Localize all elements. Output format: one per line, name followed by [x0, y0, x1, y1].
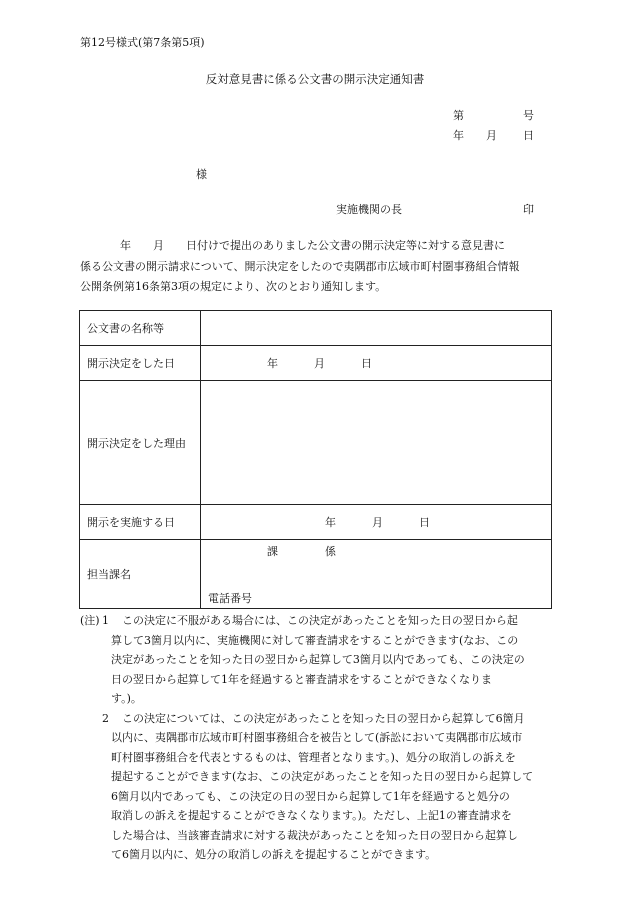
note-line: 決定があったことを知った日の翌日から起算して3箇月以内であっても、この決定の — [111, 653, 525, 666]
note-line: この決定に不服がある場合には、この決定があったことを知った日の翌日から起 — [122, 614, 518, 627]
header-date-day: 日 — [523, 129, 534, 142]
intro-paragraph — [80, 236, 560, 298]
form-number: 第12号様式(第7条第5項) — [80, 36, 205, 49]
note-line: 提起することができます(なお、この決定があったことを知った日の翌日から起算して — [111, 770, 534, 783]
department-value — [201, 540, 552, 609]
note-line: した場合は、当該審査請求に対する裁決があったことを知った日の翌日から起算し — [111, 828, 518, 842]
note-2-number: 2 — [102, 711, 109, 725]
intro-line: 公開条例第16条第3項の規定により、次のとおり通知します。 — [80, 280, 387, 293]
table-row — [80, 381, 552, 505]
intro-line: 年 月 日付けで提出のありました公文書の開示決定等に対する意見書に — [120, 239, 505, 252]
note-line: この決定については、この決定があったことを知った日の翌日から起算して6箇月 — [122, 711, 525, 725]
decision-date-value — [201, 346, 552, 381]
decision-date-year: 年 — [267, 357, 278, 370]
table-row — [80, 505, 552, 540]
note-1 — [80, 611, 560, 709]
implementation-date-month: 月 — [372, 516, 383, 529]
note-line: 日の翌日から起算して1年を経過すると審査請求をすることができなくなりま — [111, 672, 492, 686]
addressee-suffix: 様 — [196, 168, 207, 181]
reference-dai: 第 — [453, 109, 464, 122]
phone-number-label: 電話番号 — [208, 592, 252, 605]
department-ka: 課 — [267, 545, 278, 558]
note-line: 町村圏事務組合を代表とするものは、管理者となります。)、処分の取消しの訴えを — [111, 750, 516, 764]
document-name-label: 公文書の名称等 — [80, 311, 201, 346]
note-line: て6箇月以内に、処分の取消しの訴えを提起することができます。 — [111, 848, 437, 861]
note-line: す。)。 — [111, 692, 142, 705]
decision-date-day: 日 — [361, 357, 372, 370]
note-line: 取消しの訴えを提起することができなくなります。)。ただし、上記1の審査請求を — [111, 809, 512, 822]
decision-date-month: 月 — [314, 357, 325, 370]
reference-go: 号 — [523, 109, 534, 122]
notice-table — [79, 310, 552, 609]
note-2 — [80, 709, 560, 865]
decision-date-label: 開示決定をした日 — [80, 346, 201, 381]
document-title: 反対意見書に係る公文書の開示決定通知書 — [205, 72, 425, 86]
decision-reason-label: 開示決定をした理由 — [80, 381, 201, 505]
note-line: 算して3箇月以内に、実施機関に対して審査請求をすることができます(なお、この — [111, 633, 519, 647]
seal-mark: 印 — [523, 203, 534, 216]
note-1-number: 1 — [102, 614, 109, 627]
department-kakari: 係 — [325, 545, 336, 558]
header-date-year: 年 — [453, 129, 464, 142]
note-mark: (注) — [80, 614, 100, 627]
table-row — [80, 311, 552, 346]
implementation-date-label: 開示を実施する日 — [80, 505, 201, 540]
implementation-date-year: 年 — [325, 516, 336, 529]
table-row — [80, 540, 552, 609]
header-date-month: 月 — [486, 129, 497, 142]
issuer-title: 実施機関の長 — [336, 203, 402, 216]
notes-section — [80, 611, 560, 865]
implementation-date-day: 日 — [419, 516, 430, 529]
implementation-date-value — [201, 505, 552, 540]
document-name-value — [201, 311, 552, 346]
intro-line: 係る公文書の開示請求について、開示決定をしたので夷隅郡市広域市町村圏事務組合情報 — [80, 259, 520, 273]
note-line: 6箇月以内であっても、この決定の日の翌日から起算して1年を経過すると処分の — [111, 789, 510, 803]
table-row — [80, 346, 552, 381]
decision-reason-value — [201, 381, 552, 505]
note-line: 以内に、夷隅郡市広域市町村圏事務組合を被告として(訴訟において夷隅郡市広域市 — [111, 731, 523, 744]
department-label: 担当課名 — [80, 540, 201, 609]
